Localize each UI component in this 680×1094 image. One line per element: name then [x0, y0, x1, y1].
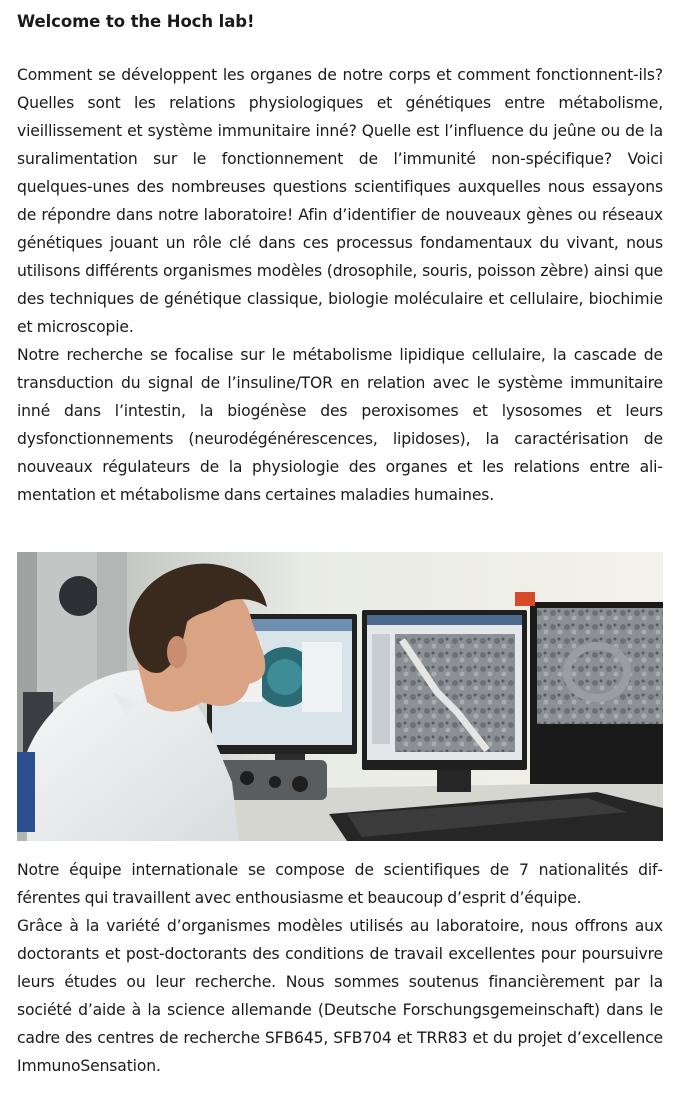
- team-paragraph-1: Notre équipe internationale se compose de scientifiques de 7 nationalités différentes qui travaillent avec enthousiasme et beaucoup d’esprit d’équipe.: [17, 861, 663, 907]
- page-title: Welcome to the Hoch lab!: [17, 12, 255, 31]
- intro-paragraph-2: Notre recherche se focalise sur le métabolisme lipidique cellulaire, la cascade de transduction du signal de l’insuline/TOR en relation avec le système immunitaire inné dans l’intestin, la biogénèse des peroxisomes et lysosomes et leurs dysfonctionnements (neurodégénérescences, lipidoses), la caractérisation de nouveaux régulateurs de la physiologie des organes et les relations entre alimentation et métabolisme dans certaines maladies humaines.: [17, 346, 663, 504]
- intro-section: [17, 10, 663, 509]
- team-paragraph-2: Grâce à la variété d’organismes modèles utilisés au laboratoire, nous offrons aux doctorants et post-doctorants des conditions de travail excellentes pour poursuivre leurs études ou leur recherche. Nous sommes soutenus financièrement par la société d’aide à la science allemande (Deutsche Forschungsgemeinschaft) dans le cadre des centres de recherche SFB645, SFB704 et TRR83 et du projet d’excellence ImmunoSensation.: [17, 917, 663, 1075]
- lab-photo-icon: [17, 552, 663, 841]
- intro-paragraph-1: Comment se développent les organes de notre corps et comment fonctionnent-ils? Quelles sont les relations physiologiques et génétiques entre métabolisme, vieillissement et système immunitaire inné? Quelle est l’influence du jeûne ou de la suralimentation sur le fonctionnement de l’immunité non-spécifique? Voici quelques-unes des nombreuses questions scientifiques auxquelles nous essayons de répondre dans notre laboratoire! Afin d’identifier de nouveaux gènes ou réseaux génétiques jouant un rôle clé dans ces processus fondamentaux du vivant, nous utilisons différents organismes modèles (drosophile, souris, poisson zèbre) ainsi que des techniques de génétique classique, biologie moléculaire et cellulaire, biochimie et microscopie.: [17, 66, 663, 336]
- lab-photo: [17, 552, 663, 841]
- team-section: [17, 856, 663, 1080]
